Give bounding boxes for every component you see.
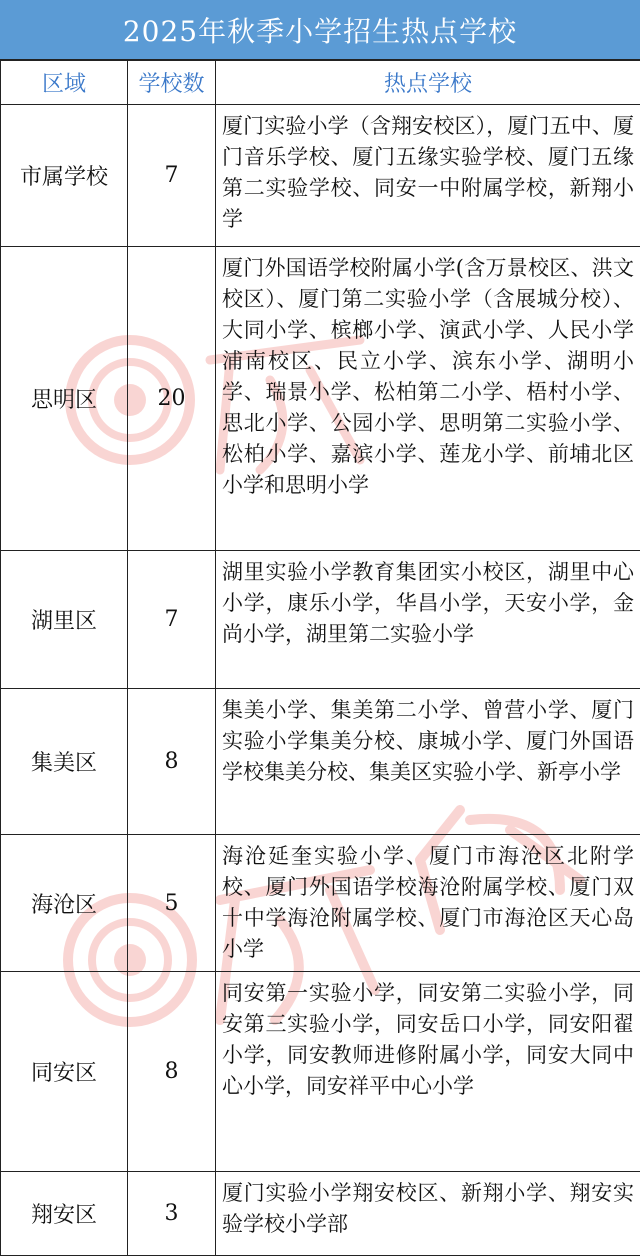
row-schools: 海沧延奎实验小学、厦门市海沧区北附学校、厦门外国语学校海沧附属学校、厦门双十中学海沧附属学校、厦门市海沧区天心岛小学	[216, 835, 640, 972]
row-count: 3	[128, 1172, 216, 1256]
row-region: 思明区	[1, 247, 128, 551]
row-region: 海沧区	[1, 835, 128, 972]
table-row	[1, 551, 640, 689]
table-row	[1, 247, 640, 551]
row-count: 20	[128, 247, 216, 551]
header-count: 学校数	[128, 61, 216, 105]
row-region: 同安区	[1, 972, 128, 1172]
row-schools: 厦门实验小学（含翔安校区），厦门五中、厦门音乐学校、厦门五缘实验学校、厦门五缘第二实验学校、同安一中附属学校，新翔小学	[216, 105, 640, 247]
table-row	[1, 105, 640, 247]
row-count: 5	[128, 835, 216, 972]
table-row	[1, 972, 640, 1172]
header-schools: 热点学校	[216, 61, 640, 105]
row-schools: 厦门外国语学校附属小学(含万景校区、洪文校区）、厦门第二实验小学（含展城分校）、大同小学、槟榔小学、演武小学、人民小学浦南校区、民立小学、滨东小学、湖明小学、瑞景小学、松柏第二小学、梧村小学、思北小学、公园小学、思明第二实验小学、松柏小学、嘉滨小学、莲龙小学、前埔北区小学和思明小学	[216, 247, 640, 551]
header-region: 区域	[1, 61, 128, 105]
row-schools: 湖里实验小学教育集团实小校区，湖里中心小学，康乐小学，华昌小学，天安小学，金尚小学，湖里第二实验小学	[216, 551, 640, 689]
row-schools: 集美小学、集美第二小学、曾营小学、厦门实验小学集美分校、康城小学、厦门外国语学校集美分校、集美区实验小学、新亭小学	[216, 689, 640, 835]
table-row	[1, 689, 640, 835]
row-region: 翔安区	[1, 1172, 128, 1256]
row-count: 7	[128, 551, 216, 689]
row-schools: 厦门实验小学翔安校区、新翔小学、翔安实验学校小学部	[216, 1172, 640, 1256]
table-row	[1, 1172, 640, 1256]
row-region: 集美区	[1, 689, 128, 835]
hot-schools-table	[0, 60, 640, 1256]
table-header-row	[1, 61, 640, 105]
row-region: 市属学校	[1, 105, 128, 247]
row-count: 7	[128, 105, 216, 247]
row-schools: 同安第一实验小学，同安第二实验小学，同安第三实验小学，同安岳口小学，同安阳翟小学，同安教师进修附属小学，同安大同中心小学，同安祥平中心小学	[216, 972, 640, 1172]
page-title: 2025年秋季小学招生热点学校	[0, 0, 640, 60]
row-region: 湖里区	[1, 551, 128, 689]
table-row	[1, 835, 640, 972]
row-count: 8	[128, 689, 216, 835]
row-count: 8	[128, 972, 216, 1172]
